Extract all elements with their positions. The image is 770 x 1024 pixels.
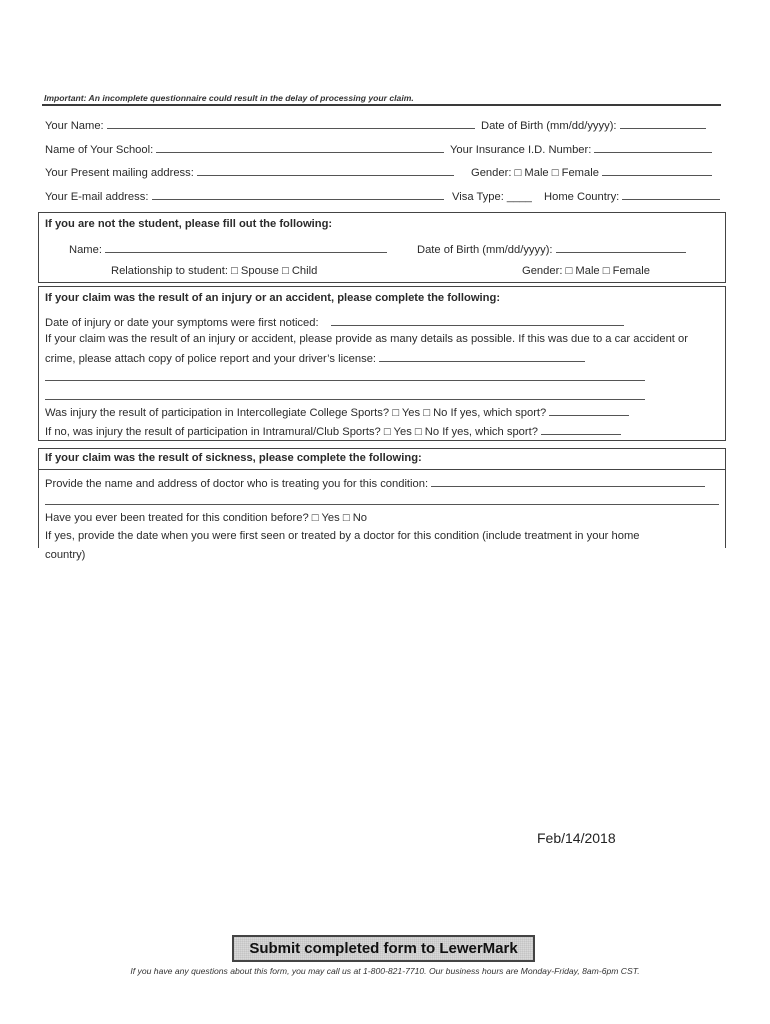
- email-field[interactable]: [152, 189, 444, 200]
- dob-row: [481, 118, 706, 132]
- date-stamp: Feb/14/2018: [537, 830, 616, 846]
- gender-label[interactable]: Gender: □ Male □ Female: [471, 167, 599, 179]
- ns-dob-field[interactable]: [556, 242, 686, 253]
- email-row: [45, 189, 444, 203]
- injury-date-row: [45, 315, 624, 329]
- injury-date-field[interactable]: [331, 315, 624, 326]
- dob-field[interactable]: [620, 118, 706, 129]
- gender-row: [471, 165, 712, 179]
- doctor-label: Provide the name and address of doctor who is treating you for this condition:: [45, 478, 429, 490]
- school-label: Name of Your School:: [45, 144, 154, 156]
- email-label: Your E-mail address:: [45, 191, 149, 203]
- intramural-label[interactable]: If no, was injury the result of participation in Intramural/Club Sports? □ Yes □ No If yes, which sport?: [45, 426, 538, 438]
- insurance-label: Your Insurance I.D. Number:: [450, 144, 592, 156]
- ns-gender-label[interactable]: Gender: □ Male □ Female: [522, 265, 650, 277]
- visa-row: [452, 189, 720, 203]
- injury-details-line-1[interactable]: [45, 380, 645, 381]
- ns-name-field[interactable]: [105, 242, 387, 253]
- country-label: Home Country:: [544, 191, 620, 203]
- visa-label[interactable]: Visa Type: ____: [452, 191, 532, 203]
- school-field[interactable]: [156, 142, 444, 153]
- address-row: [45, 165, 454, 179]
- dob-label: Date of Birth (mm/dd/yyyy):: [481, 120, 617, 132]
- treated-before-row[interactable]: Have you ever been treated for this condition before? □ Yes □ No: [45, 512, 367, 524]
- injury-date-label: Date of injury or date your symptoms were first noticed:: [45, 317, 319, 329]
- doctor-field[interactable]: [431, 476, 705, 487]
- injury-details-text: If your claim was the result of an injury or accident, please provide as many details as possible. If this was due to a car accident or: [45, 333, 688, 345]
- doctor-line-2[interactable]: [45, 504, 719, 505]
- gender-extra-field[interactable]: [602, 165, 712, 176]
- ns-dob-row: [417, 242, 686, 256]
- your-name-field[interactable]: [107, 118, 475, 129]
- header-divider: [42, 104, 721, 106]
- injury-details-label: crime, please attach copy of police report and your driver’s license:: [45, 353, 377, 365]
- intercollegiate-row: [45, 405, 629, 419]
- first-seen-text-cont: country): [45, 549, 86, 561]
- non-student-heading: If you are not the student, please fill out the following:: [45, 218, 333, 230]
- intramural-row: [45, 424, 621, 438]
- sickness-heading-rule: [38, 469, 726, 470]
- intercollegiate-label[interactable]: Was injury the result of participation in Intercollegiate College Sports? □ Yes □ No If yes, which sport?: [45, 407, 547, 419]
- your-name-row: [45, 118, 475, 132]
- ns-name-label: Name:: [69, 244, 102, 256]
- first-seen-text: If yes, provide the date when you were first seen or treated by a doctor for this condition (include treatment in your home: [45, 530, 640, 542]
- ns-name-row: [69, 242, 387, 256]
- doctor-row: [45, 476, 705, 490]
- relationship-label[interactable]: Relationship to student: □ Spouse □ Child: [111, 265, 318, 277]
- address-label: Your Present mailing address:: [45, 167, 194, 179]
- injury-details-field[interactable]: [379, 351, 585, 362]
- intramural-sport-field[interactable]: [541, 424, 621, 435]
- ns-dob-label: Date of Birth (mm/dd/yyyy):: [417, 244, 553, 256]
- insurance-row: [450, 142, 712, 156]
- intercollegiate-sport-field[interactable]: [549, 405, 629, 416]
- sickness-heading: If your claim was the result of sickness, please complete the following:: [45, 452, 422, 464]
- submit-button[interactable]: Submit completed form to LewerMark: [232, 935, 535, 962]
- injury-heading: If your claim was the result of an injury or an accident, please complete the following:: [45, 292, 501, 304]
- relationship-row: [111, 265, 317, 277]
- injury-details-row: [45, 351, 585, 365]
- important-notice: Important: An incomplete questionnaire could result in the delay of processing your claim.: [44, 93, 414, 103]
- country-field[interactable]: [622, 189, 720, 200]
- footer-contact-note: If you have any questions about this form, you may call us at 1-800-821-7710. Our business hours are Monday-Friday, 8am-6pm CST.: [130, 966, 640, 976]
- address-field[interactable]: [197, 165, 454, 176]
- insurance-field[interactable]: [594, 142, 712, 153]
- injury-details-line-2[interactable]: [45, 399, 645, 400]
- ns-gender-row: [522, 265, 650, 277]
- school-row: [45, 142, 444, 156]
- your-name-label: Your Name:: [45, 120, 104, 132]
